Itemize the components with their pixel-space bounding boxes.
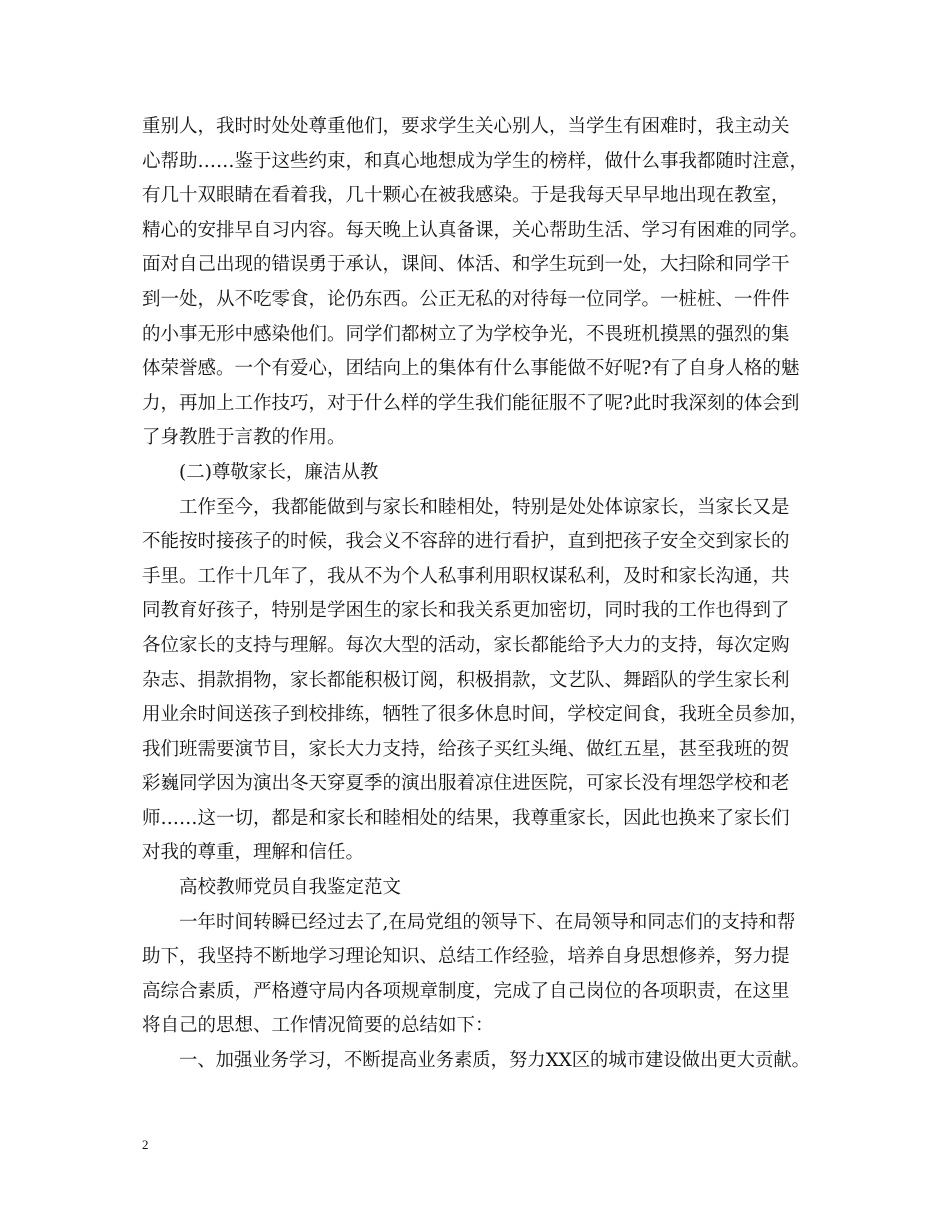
text-line: 用业余时间送孩子到校排练，牺牲了很多休息时间，学校定间食，我班全员参加， xyxy=(142,704,809,726)
text-line: 力，再加上工作技巧，对于什么样的学生我们能征服不了呢?此时我深刻的体会到 xyxy=(142,392,800,414)
text-line: 一年时间转瞬已经过去了,在局党组的领导下、在局领导和同志们的支持和帮 xyxy=(179,911,796,933)
text-line: 各位家长的支持与理解。每次大型的活动，家长都能给予大力的支持，每次定购 xyxy=(142,634,790,656)
text-line: 体荣誉感。一个有爱心，团结向上的集体有什么事能做不好呢?有了自身人格的魅 xyxy=(142,358,800,380)
text-line: 同教育好孩子，特别是学困生的家长和我关系更加密切，同时我的工作也得到了 xyxy=(142,600,790,622)
text-line: 彩巍同学因为演出冬天穿夏季的演出服着凉住进医院，可家长没有埋怨学校和老 xyxy=(142,773,790,795)
page-number: 2 xyxy=(142,1137,149,1152)
text-line: 杂志、捐款捐物，家长都能积极订阅，积极捐款，文艺队、舞蹈队的学生家长利 xyxy=(142,669,790,691)
text-line: (二)尊敬家长，廉洁从教 xyxy=(179,461,379,483)
text-line: 我们班需要演节目，家长大力支持，给孩子买红头绳、做红五星，甚至我班的贺 xyxy=(142,738,790,760)
text-line: 助下，我坚持不断地学习理论知识、总结工作经验，培养自身思想修养，努力提 xyxy=(142,946,790,968)
text-line: 对我的尊重，理解和信任。 xyxy=(142,842,365,864)
text-line: 手里。工作十几年了，我从不为个人私事利用职权谋私利，及时和家长沟通，共 xyxy=(142,565,790,587)
body-text xyxy=(142,110,812,1079)
text-line: 面对自己出现的错误勇于承认，课间、体活、和学生玩到一处，大扫除和同学干 xyxy=(142,254,790,276)
text-line: 将自己的思想、工作情况简要的总结如下： xyxy=(142,1015,494,1037)
text-line: 师……这一切，都是和家长和睦相处的结果，我尊重家长，因此也换来了家长们 xyxy=(142,807,790,829)
text-line: 心帮助……鉴于这些约束，和真心地想成为学生的榜样，做什么事我都随时注意， xyxy=(142,150,809,172)
text-line: 有几十双眼睛在看着我，几十颗心在被我感染。于是我每天早早地出现在教室， xyxy=(142,185,790,207)
text-line: 高综合素质，严格遵守局内各项规章制度，完成了自己岗位的各项职责，在这里 xyxy=(142,980,790,1002)
text-line: 精心的安排早自习内容。每天晚上认真备课，关心帮助生活、学习有困难的同学。 xyxy=(142,219,809,241)
text-line: 一、加强业务学习，不断提高业务素质，努力XX区的城市建设做出更大贡献。 xyxy=(179,1050,810,1072)
text-line: 重别人，我时时处处尊重他们，要求学生关心别人，当学生有困难时，我主动关 xyxy=(142,116,790,137)
text-line: 工作至今，我都能做到与家长和睦相处，特别是处处体谅家长，当家长又是 xyxy=(179,496,790,518)
text-line: 了身教胜于言教的作用。 xyxy=(142,427,346,449)
text-line: 的小事无形中感染他们。同学们都树立了为学校争光，不畏班机摸黑的强烈的集 xyxy=(142,323,790,345)
text-line: 高校教师党员自我鉴定范文 xyxy=(179,877,402,899)
text-line: 不能按时接孩子的时候，我会义不容辞的进行看护，直到把孩子安全交到家长的 xyxy=(142,531,790,553)
text-line: 到一处，从不吃零食，论仍东西。公正无私的对待每一位同学。一桩桩、一件件 xyxy=(142,288,790,310)
